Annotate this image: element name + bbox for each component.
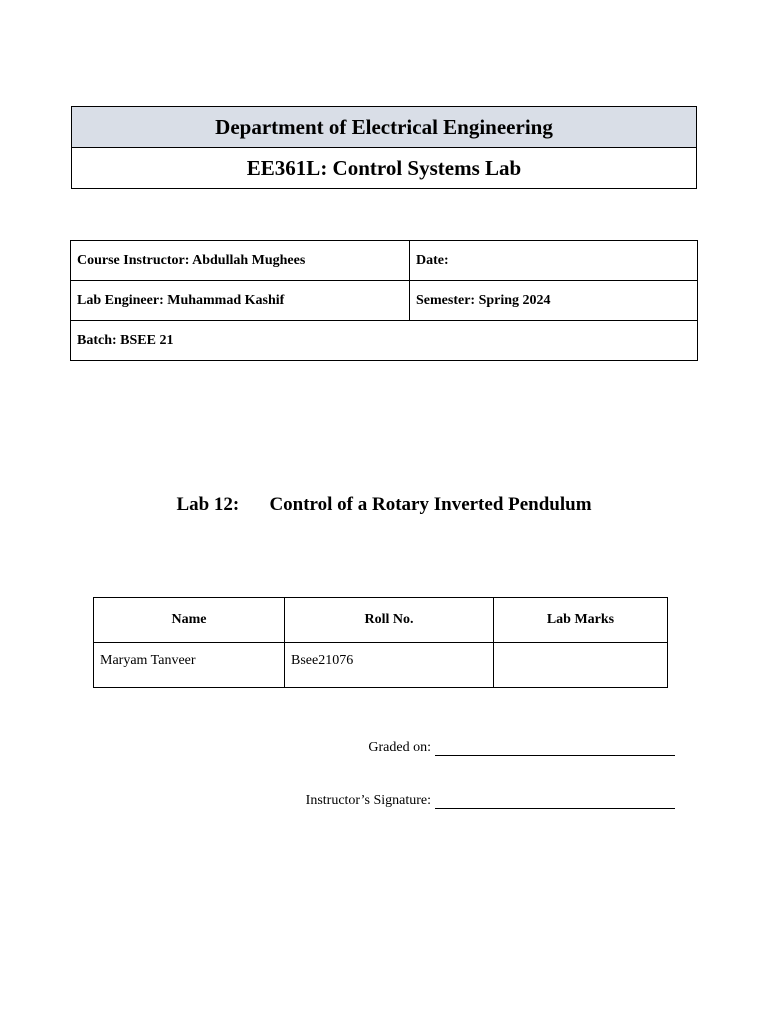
header-name: Name bbox=[94, 598, 285, 643]
signature-line bbox=[306, 793, 675, 809]
course-info-table bbox=[70, 240, 698, 361]
student-marks bbox=[494, 643, 668, 688]
signature-label: Instructor’s Signature: bbox=[305, 793, 431, 808]
header-roll: Roll No. bbox=[285, 598, 494, 643]
department-title: Department of Electrical Engineering bbox=[72, 107, 696, 148]
graded-on-label: Graded on: bbox=[368, 740, 431, 755]
student-table bbox=[93, 597, 668, 688]
course-title: EE361L: Control Systems Lab bbox=[246, 155, 522, 180]
graded-on-blank bbox=[435, 741, 675, 756]
lab-name: Control of a Rotary Inverted Pendulum bbox=[269, 494, 592, 515]
student-roll: Bsee21076 bbox=[285, 643, 494, 688]
signature-blank bbox=[435, 794, 675, 809]
lab-number: Lab 12: bbox=[176, 494, 240, 515]
table-row bbox=[94, 643, 668, 688]
batch-cell: Batch: BSEE 21 bbox=[71, 321, 698, 361]
engineer-cell: Lab Engineer: Muhammad Kashif bbox=[71, 281, 410, 321]
lab-title bbox=[0, 494, 768, 516]
header-box bbox=[71, 106, 697, 189]
instructor-cell: Course Instructor: Abdullah Mughees bbox=[71, 241, 410, 281]
table-header-row bbox=[94, 598, 668, 643]
date-cell: Date: bbox=[410, 241, 698, 281]
header-marks: Lab Marks bbox=[494, 598, 668, 643]
student-name: Maryam Tanveer bbox=[94, 643, 285, 688]
semester-cell: Semester: Spring 2024 bbox=[410, 281, 698, 321]
graded-on-line bbox=[368, 740, 675, 756]
